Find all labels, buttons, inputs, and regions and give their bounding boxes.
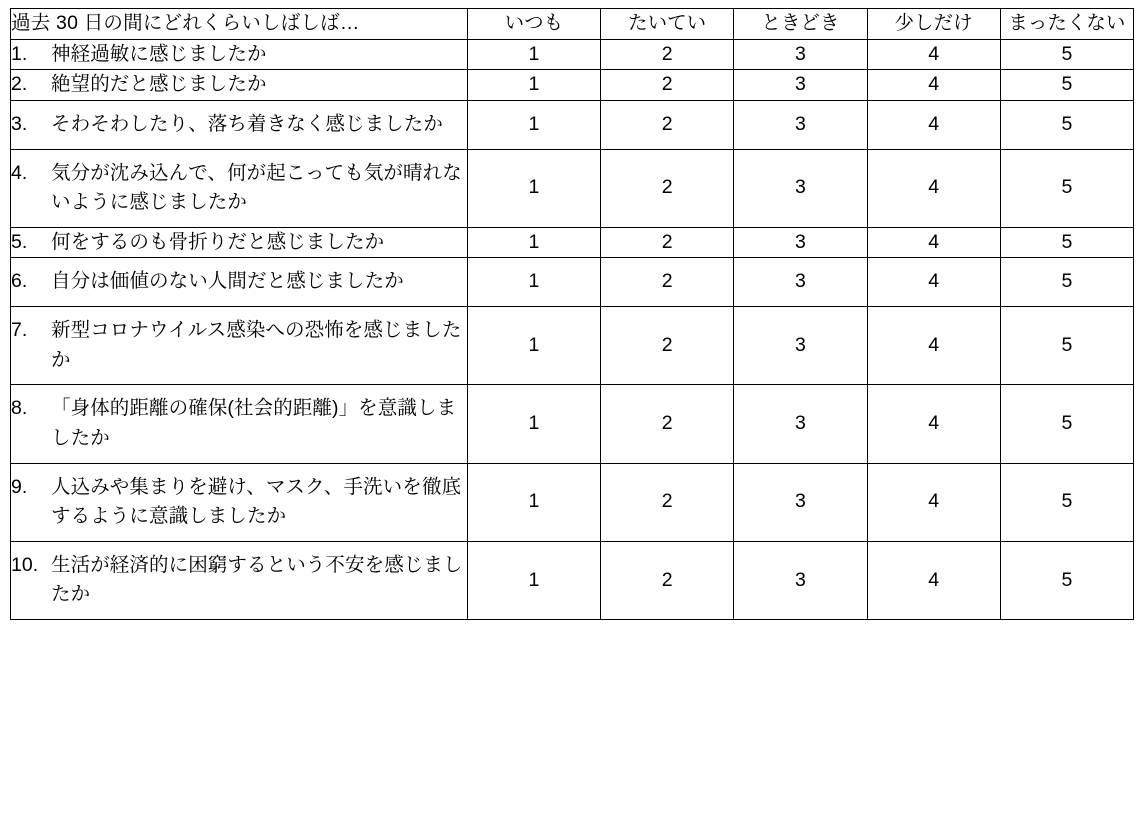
question-text: 何をするのも骨折りだと感じましたか — [51, 230, 385, 253]
question-number: 2. — [11, 73, 28, 96]
answer-option-2[interactable]: 2 — [601, 70, 734, 101]
answer-option-5[interactable]: 5 — [1000, 385, 1133, 463]
header-option-4: 少しだけ — [867, 9, 1000, 40]
question-number: 10. — [11, 553, 39, 576]
answer-option-2[interactable]: 2 — [601, 385, 734, 463]
header-option-2: たいてい — [601, 9, 734, 40]
answer-option-3[interactable]: 3 — [734, 541, 867, 619]
question-number: 3. — [11, 112, 28, 135]
answer-option-1[interactable]: 1 — [467, 385, 600, 463]
question-text: 生活が経済的に困窮するという不安を感じましたか — [51, 553, 463, 606]
answer-option-2[interactable]: 2 — [601, 463, 734, 541]
answer-option-1[interactable]: 1 — [467, 149, 600, 227]
answer-option-5[interactable]: 5 — [1000, 463, 1133, 541]
answer-option-4[interactable]: 4 — [867, 541, 1000, 619]
answer-option-5[interactable]: 5 — [1000, 39, 1133, 70]
table-row — [11, 100, 1134, 149]
answer-option-5[interactable]: 5 — [1000, 227, 1133, 258]
answer-option-4[interactable]: 4 — [867, 70, 1000, 101]
question-cell — [11, 227, 468, 258]
question-cell — [11, 100, 468, 149]
question-cell — [11, 385, 468, 463]
answer-option-3[interactable]: 3 — [734, 258, 867, 307]
answer-option-1[interactable]: 1 — [467, 70, 600, 101]
answer-option-2[interactable]: 2 — [601, 541, 734, 619]
question-number: 8. — [11, 397, 28, 420]
question-text: 気分が沈み込んで、何が起こっても気が晴れないように感じましたか — [51, 161, 462, 214]
answer-option-4[interactable]: 4 — [867, 100, 1000, 149]
answer-option-4[interactable]: 4 — [867, 385, 1000, 463]
question-cell — [11, 149, 468, 227]
answer-option-3[interactable]: 3 — [734, 149, 867, 227]
survey-table — [10, 8, 1134, 620]
answer-option-4[interactable]: 4 — [867, 39, 1000, 70]
question-cell — [11, 463, 468, 541]
answer-option-2[interactable]: 2 — [601, 149, 734, 227]
question-text: 自分は価値のない人間だと感じましたか — [51, 270, 404, 293]
answer-option-4[interactable]: 4 — [867, 149, 1000, 227]
answer-option-4[interactable]: 4 — [867, 307, 1000, 385]
answer-option-3[interactable]: 3 — [734, 307, 867, 385]
question-text: 「身体的距離の確保(社会的距離)」を意識しましたか — [51, 397, 457, 449]
table-row — [11, 227, 1134, 258]
answer-option-3[interactable]: 3 — [734, 227, 867, 258]
answer-option-5[interactable]: 5 — [1000, 149, 1133, 227]
table-row — [11, 149, 1134, 227]
answer-option-2[interactable]: 2 — [601, 100, 734, 149]
answer-option-1[interactable]: 1 — [467, 100, 600, 149]
question-number: 7. — [11, 319, 28, 341]
header-option-1: いつも — [467, 9, 600, 40]
question-number: 5. — [11, 230, 28, 253]
question-text: 人込みや集まりを避け、マスク、手洗いを徹底するように意識しましたか — [51, 475, 462, 528]
answer-option-5[interactable]: 5 — [1000, 258, 1133, 307]
question-cell — [11, 541, 468, 619]
question-cell — [11, 70, 468, 101]
answer-option-1[interactable]: 1 — [467, 258, 600, 307]
answer-option-1[interactable]: 1 — [467, 463, 600, 541]
question-number: 9. — [11, 475, 28, 498]
table-row — [11, 258, 1134, 307]
answer-option-2[interactable]: 2 — [601, 227, 734, 258]
question-cell — [11, 258, 468, 307]
answer-option-3[interactable]: 3 — [734, 463, 867, 541]
answer-option-3[interactable]: 3 — [734, 39, 867, 70]
header-option-5: まったくない — [1000, 9, 1133, 40]
question-cell — [11, 307, 468, 385]
answer-option-2[interactable]: 2 — [601, 39, 734, 70]
table-row — [11, 385, 1134, 463]
answer-option-5[interactable]: 5 — [1000, 70, 1133, 101]
answer-option-3[interactable]: 3 — [734, 70, 867, 101]
answer-option-2[interactable]: 2 — [601, 307, 734, 385]
answer-option-3[interactable]: 3 — [734, 100, 867, 149]
question-cell — [11, 39, 468, 70]
question-number: 4. — [11, 161, 28, 184]
answer-option-2[interactable]: 2 — [601, 258, 734, 307]
question-text: 新型コロナウイルス感染への恐怖を感じましたか — [51, 319, 462, 371]
answer-option-4[interactable]: 4 — [867, 227, 1000, 258]
answer-option-1[interactable]: 1 — [467, 307, 600, 385]
question-number: 6. — [11, 270, 28, 293]
header-question-column: 過去 30 日の間にどれくらいしばしば… — [11, 9, 468, 40]
table-row — [11, 463, 1134, 541]
question-number: 1. — [11, 42, 28, 65]
answer-option-1[interactable]: 1 — [467, 227, 600, 258]
question-text: そわそわしたり、落ち着きなく感じましたか — [51, 112, 444, 135]
table-row — [11, 39, 1134, 70]
answer-option-1[interactable]: 1 — [467, 541, 600, 619]
table-row — [11, 70, 1134, 101]
question-text: 神経過敏に感じましたか — [51, 42, 267, 65]
answer-option-1[interactable]: 1 — [467, 39, 600, 70]
answer-option-3[interactable]: 3 — [734, 385, 867, 463]
header-option-3: ときどき — [734, 9, 867, 40]
answer-option-5[interactable]: 5 — [1000, 541, 1133, 619]
answer-option-4[interactable]: 4 — [867, 463, 1000, 541]
table-row — [11, 307, 1134, 385]
answer-option-5[interactable]: 5 — [1000, 307, 1133, 385]
answer-option-5[interactable]: 5 — [1000, 100, 1133, 149]
table-row — [11, 541, 1134, 619]
table-header-row — [11, 9, 1134, 40]
question-text: 絶望的だと感じましたか — [51, 73, 267, 96]
answer-option-4[interactable]: 4 — [867, 258, 1000, 307]
